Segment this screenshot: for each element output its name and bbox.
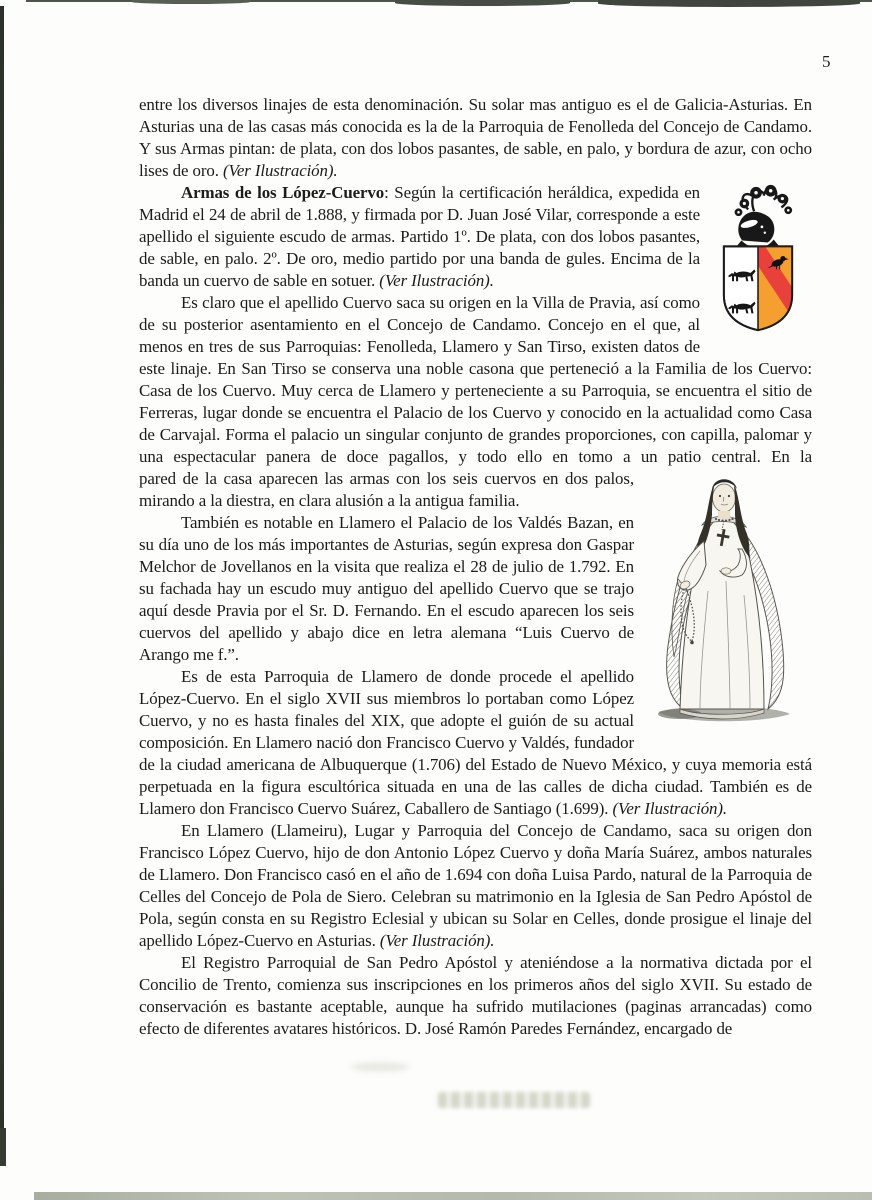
text-column — [139, 94, 812, 1040]
paragraph-text: pared de la casa aparecen las armas con los seis cuervos en dos palos, mirando a la diestra, en clara alusión a la antigua familia. — [139, 469, 634, 510]
shield-icon — [724, 246, 799, 330]
paragraph-text: El Registro Parroquial de San Pedro Apóstol y ateniéndose a la normativa dictada por el Concilio de Trento, comienza sus inscripciones en los primeros años del siglo XVII. Su estado de conservación es bastante aceptable, aunque ha sufrido mutilaciones (paginas arrancadas) como efecto de diferentes avatares históricos. D. José Ramón Paredes Fernández, encargado de — [139, 953, 812, 1038]
see-illustration-note: (Ver Ilustración). — [612, 799, 728, 818]
wrapped-block — [139, 468, 812, 820]
scan-edge-left-foot — [0, 1128, 6, 1166]
paragraph-armas — [139, 182, 812, 292]
robed-figure-svg — [638, 468, 814, 736]
scan-edge-left — [0, 6, 4, 1130]
scan-edge-top-blob — [395, 0, 570, 6]
paragraph-text: Es claro que el apellido Cuervo saca su origen en la Villa de Pravia, así como de su posterior asentamiento en el Concejo de Candamo. Concejo en el que, al menos en tres de sus Parroquias: Fenolleda, Llamero y San Tirso, existen datos de este linaje. En San Tirso se conserva una noble casona que perteneció a la Familia de los Cuervo: Casa de los Cuervo. Muy cerca de Llamero y perteneciente a su Parroquia, se encuentra el sitio de Ferreras, lugar donde se encuentra el Palacio de los Cuervo y conocido en la actualidad como Casa de Carvajal. Forma el palacio un singular conjunto de grandes proporciones, con capilla, palomar y una espectacular panera de doce pagallos, y todo ello en tomo a un patio central. En la — [139, 293, 812, 466]
scan-edge-bottom — [34, 1192, 872, 1200]
coat-of-arms-svg — [706, 182, 810, 338]
paragraph-text: : Según la certificación heráldica, expedida en Madrid el 24 de abril de 1.888, y firmada por D. Juan José Vilar, corresponde a este apellido el siguiente escudo de armas. Partido 1º. De plata, con dos lobos pasantes, de sable, en palo. 2º. De oro, medio partido por una banda de gules. Encima de la banda un cuervo de sable en sotuer. — [139, 183, 700, 290]
bleed-through-smudge — [350, 1062, 410, 1072]
page-number: 5 — [822, 52, 831, 71]
paragraph-text: También es notable en Llamero el Palacio de los Valdés Bazan, en su día uno de los más importantes de Asturias, según expresa don Gaspar Melchor de Jovellanos en la visita que realiza el 28 de julio de 1.792. En su fachada hay un escudo muy antiguo del apellido Cuervo que se trajo aquí desde Pravia por el Sr. D. Fernando. En el escudo aparecen los seis cuervos del apellido y abajo dice en letra alemana “Luis Cuervo de Arango me f.”. — [139, 513, 634, 664]
paragraph-llameiru — [139, 820, 812, 952]
bleed-through-smudge — [438, 1092, 590, 1108]
helmet-plumes-icon — [735, 185, 793, 216]
see-illustration-note: (Ver Ilustración). — [379, 931, 495, 950]
paragraph-text: En Llamero (Llameiru), Lugar y Parroquia del Concejo de Candamo, saca su origen don Francisco López Cuervo, hijo de don Antonio López Cuervo y doña María Suárez, ambos naturales de Llamero. Don Francisco casó en el año de 1.694 con doña Luisa Pardo, natural de la Parroquia de Celles del Concejo de Pola de Siero. Celebran su matrimonio en la Iglesia de San Pedro Apóstol de Pola, según consta en su Registro Eclesial y ubican su Solar en Celles, donde prosigue el linaje del apellido López-Cuervo en Asturias. — [139, 821, 812, 950]
paragraph-text: entre los diversos linajes de esta denominación. Su solar mas antiguo es el de Galicia-Asturias. En Asturias una de las casas más conocida es la de la Parroquia de Fenolleda del Concejo de Candamo. Y sus Armas pintan: de plata, con dos lobos pasantes, de sable, en palo, y bordura de azur, con ocho lises de oro. — [139, 95, 812, 180]
see-illustration-note: (Ver Ilustración). — [379, 271, 494, 290]
see-illustration-note: (Ver Ilustración). — [222, 161, 338, 180]
paragraph-linajes — [139, 94, 812, 182]
coat-of-arms-illustration — [706, 182, 814, 338]
scan-edge-top-blob — [598, 0, 860, 7]
paragraph-text: Es de esta Parroquia de Llamero de donde procede el apellido López-Cuervo. En el siglo XVII sus miembros lo portaban como López Cuervo, y no es hasta finales del XIX, que adopte el guión de su actual composición. En Llamero nació don Francisco Cuervo y Valdés, fundador de la ciudad americana de Albuquerque (1.706) del Estado de Nuevo México, y cuya memoria está perpetuada en la figura escultórica situada en una de las calles de dicha ciudad. También es de Llamero don Francisco Cuervo Suárez, Caballero de Santiago (1.699). — [139, 667, 812, 818]
robed-figure-illustration — [638, 468, 814, 750]
paragraph-registro — [139, 952, 812, 1040]
scan-edge-top-blob — [132, 0, 250, 4]
paragraph-lead: Armas de los López-Cuervo — [181, 183, 385, 202]
